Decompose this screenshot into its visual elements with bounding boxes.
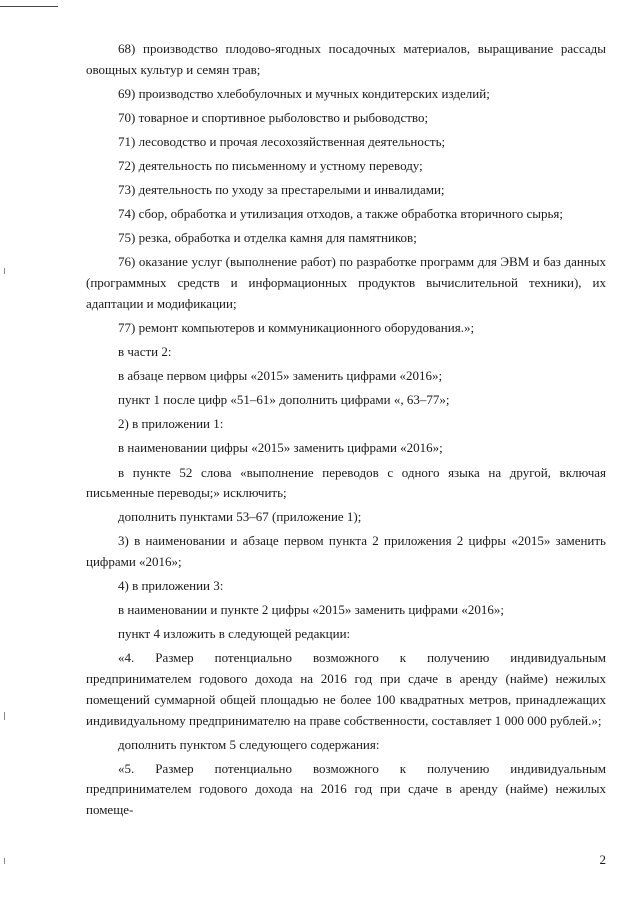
paragraph: «5. Размер потенциально возможного к получению индивидуальным предпринимателем годового дохода на 2016 год при сдаче в аренду (найме) нежилых помеще- bbox=[86, 760, 606, 818]
paragraph: дополнить пунктом 5 следующего содержания: bbox=[118, 736, 380, 752]
paragraph: 77) ремонт компьютеров и коммуникационного оборудования.»; bbox=[118, 319, 475, 335]
paragraph: 73) деятельность по уходу за престарелыми и инвалидами; bbox=[118, 182, 445, 198]
paragraph: «4. Размер потенциально возможного к получению индивидуальным предпринимателем годового дохода на 2016 год при сдаче в аренду (найме) нежилых помещений суммарной общей площадью не более 100 квадратных метров, принадлежащих индивидуальному предпринимателю на праве собственности, составляет 1 000 000 рублей.»; bbox=[86, 650, 606, 728]
paragraph: 68) производство плодово-ягодных посадочных материалов, выращивание рассады овощных культур и семян трав; bbox=[86, 41, 606, 77]
paragraph: 3) в наименовании и абзаце первом пункта 2 приложения 2 цифры «2015» заменить цифрами «2016»; bbox=[86, 533, 606, 570]
paragraph: 75) резка, обработка и отделка камня для памятников; bbox=[118, 230, 417, 246]
paragraph: 71) лесоводство и прочая лесохозяйственная деятельность; bbox=[118, 133, 446, 149]
paragraph: 4) в приложении 3: bbox=[118, 578, 224, 594]
page-number: 2 bbox=[599, 852, 606, 867]
paragraph: 69) производство хлебобулочных и мучных кондитерских изделий; bbox=[118, 85, 490, 101]
top-rule bbox=[0, 6, 58, 7]
paragraph: в наименовании цифры «2015» заменить цифрами «2016»; bbox=[118, 440, 443, 456]
paragraph: пункт 1 после цифр «51–61» дополнить цифрами «, 63–77»; bbox=[118, 392, 450, 408]
paragraph: в части 2: bbox=[118, 344, 172, 360]
paragraph: 2) в приложении 1: bbox=[118, 416, 224, 432]
paragraph: в пункте 52 слова «выполнение переводов с одного языка на другой, включая письменные переводы;» исключить; bbox=[86, 464, 606, 501]
margin-mark bbox=[4, 712, 5, 720]
document-body bbox=[86, 39, 606, 824]
paragraph: 72) деятельность по письменному и устному переводу; bbox=[118, 158, 423, 174]
paragraph: 76) оказание услуг (выполнение работ) по разработке программ для ЭВМ и баз данных (программных средств и информационных продуктов вычислительной техники), их адаптации и модификации; bbox=[86, 254, 606, 311]
paragraph: в абзаце первом цифры «2015» заменить цифрами «2016»; bbox=[118, 368, 443, 384]
paragraph: в наименовании и пункте 2 цифры «2015» заменить цифрами «2016»; bbox=[118, 602, 505, 618]
paragraph: дополнить пунктами 53–67 (приложение 1); bbox=[118, 509, 362, 525]
paragraph: 74) сбор, обработка и утилизация отходов, а также обработка вторичного сырья; bbox=[118, 206, 563, 222]
margin-mark bbox=[4, 858, 5, 864]
paragraph: 70) товарное и спортивное рыболовство и рыбоводство; bbox=[118, 109, 429, 125]
paragraph: пункт 4 изложить в следующей редакции: bbox=[118, 626, 351, 642]
margin-mark bbox=[4, 268, 5, 274]
